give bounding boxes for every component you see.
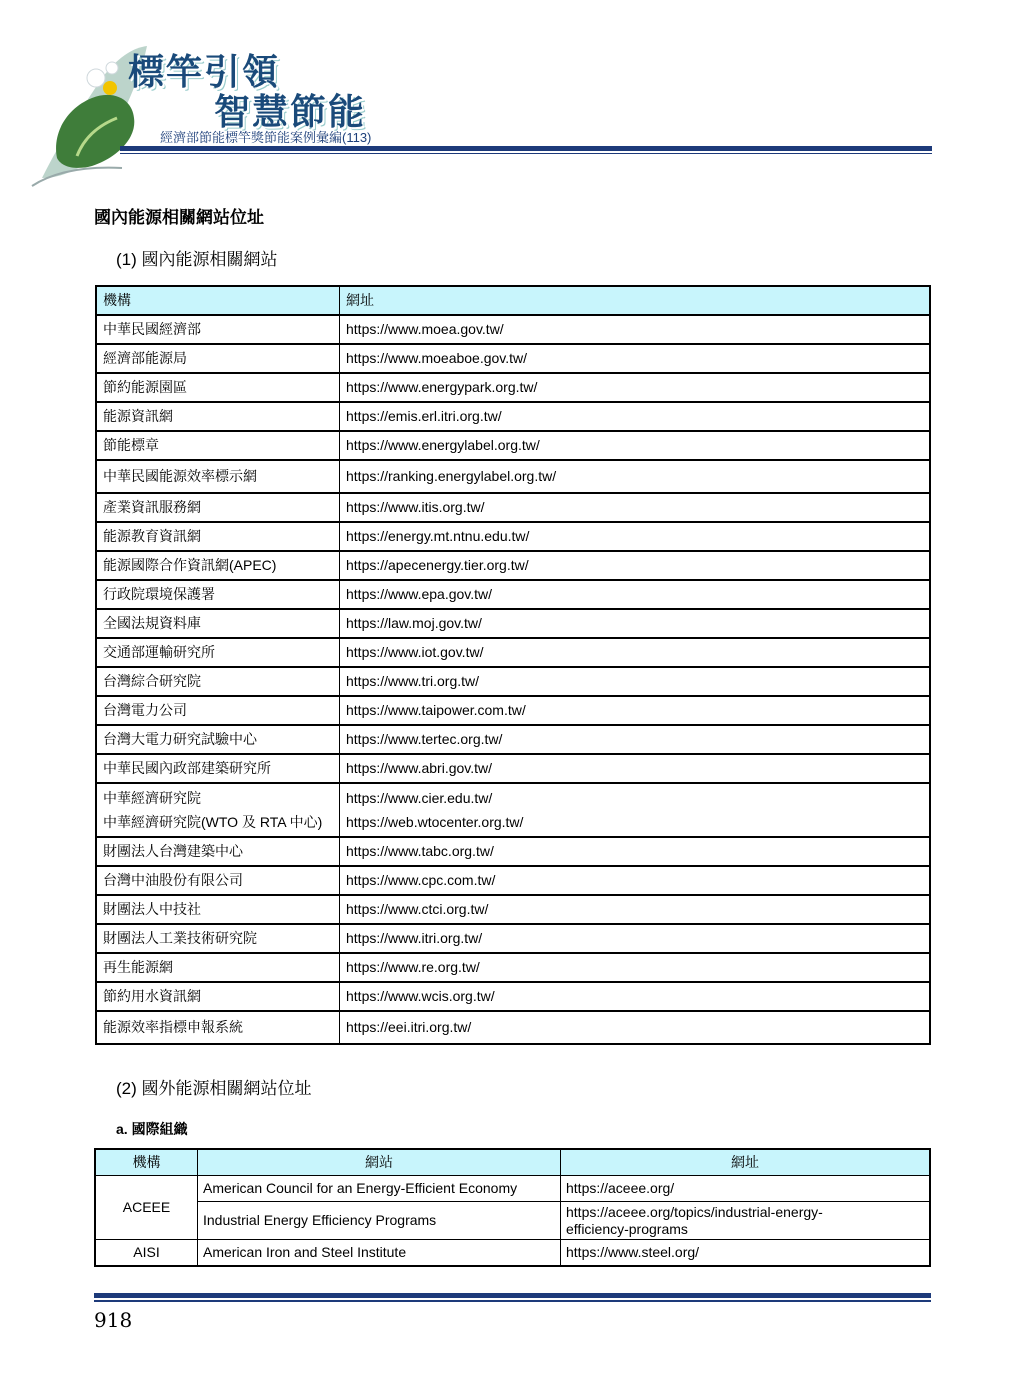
header-cell-url: 網址 [561, 1149, 931, 1176]
url-link[interactable]: https://eei.itri.org.tw/ [340, 1011, 931, 1044]
org-cell: 節約能源園區 [96, 373, 340, 402]
org-cell: 節能標章 [96, 431, 340, 460]
org-cell: 台灣綜合研究院 [96, 667, 340, 696]
url-link[interactable]: https://www.energylabel.org.tw/ [340, 431, 931, 460]
table-row [96, 551, 930, 580]
table-row [96, 725, 930, 754]
subsection-domestic: (1) 國內能源相關網站 [116, 250, 278, 269]
url-cell [340, 783, 931, 837]
url-link[interactable]: https://www.tri.org.tw/ [340, 667, 931, 696]
url-link[interactable]: https://apecenergy.tier.org.tw/ [340, 551, 931, 580]
url-link[interactable]: https://law.moj.gov.tw/ [340, 609, 931, 638]
footer-rule [94, 1293, 931, 1298]
org-cell: 財團法人台灣建築中心 [96, 837, 340, 866]
table-row [96, 460, 930, 493]
header-cell-org: 機構 [95, 1149, 198, 1176]
url-link[interactable]: https://aceee.org/topics/industrial-energy-efficiency-programs [561, 1202, 931, 1240]
url-link[interactable]: https://aceee.org/ [561, 1176, 931, 1202]
table-row [96, 866, 930, 895]
table-row [96, 638, 930, 667]
org-cell: 財團法人中技社 [96, 895, 340, 924]
url-link[interactable]: https://www.moeaboe.gov.tw/ [340, 344, 931, 373]
url-link[interactable]: https://www.itri.org.tw/ [340, 924, 931, 953]
org-name: 中華經濟研究院 [103, 790, 201, 806]
url-link[interactable]: https://emis.erl.itri.org.tw/ [340, 402, 931, 431]
subsection-foreign: (2) 國外能源相關網站位址 [116, 1079, 312, 1098]
url-link[interactable]: https://www.abri.gov.tw/ [340, 754, 931, 783]
org-cell: 中華民國經濟部 [96, 315, 340, 344]
org-cell: 台灣中油股份有限公司 [96, 866, 340, 895]
table-row [96, 696, 930, 725]
org-cell: 能源教育資訊網 [96, 522, 340, 551]
url-link[interactable]: https://www.cier.edu.tw/ [346, 790, 493, 806]
table-row [95, 1202, 930, 1240]
table-row [96, 895, 930, 924]
url-link[interactable]: https://www.cpc.com.tw/ [340, 866, 931, 895]
table-row [96, 953, 930, 982]
site-cell: American Council for an Energy-Efficient Economy [198, 1176, 561, 1202]
table-row [96, 344, 930, 373]
org-cell: 財團法人工業技術研究院 [96, 924, 340, 953]
url-link[interactable]: https://www.ctci.org.tw/ [340, 895, 931, 924]
table-row [96, 493, 930, 522]
org-cell: 台灣電力公司 [96, 696, 340, 725]
url-link[interactable]: https://www.iot.gov.tw/ [340, 638, 931, 667]
url-link[interactable]: https://www.tabc.org.tw/ [340, 837, 931, 866]
site-cell: Industrial Energy Efficiency Programs [198, 1202, 561, 1240]
header-cell-site: 網站 [198, 1149, 561, 1176]
table-row [96, 982, 930, 1011]
page-number: 918 [94, 1308, 133, 1332]
table-row [96, 315, 930, 344]
table-row [96, 1011, 930, 1044]
org-cell: 經濟部能源局 [96, 344, 340, 373]
org-name: 中華經濟研究院(WTO 及 RTA 中心) [103, 814, 323, 830]
site-cell: American Iron and Steel Institute [198, 1240, 561, 1267]
table-row [96, 609, 930, 638]
table-header-row [96, 286, 930, 315]
url-link[interactable]: https://www.re.org.tw/ [340, 953, 931, 982]
table-row [96, 667, 930, 696]
org-cell: 能源資訊網 [96, 402, 340, 431]
org-cell: 產業資訊服務網 [96, 493, 340, 522]
url-link[interactable]: https://www.steel.org/ [561, 1240, 931, 1267]
table-row [95, 1176, 930, 1202]
header-rule [120, 146, 932, 151]
table-row [96, 783, 930, 837]
org-cell: 交通部運輸研究所 [96, 638, 340, 667]
org-cell: 中華民國能源效率標示網 [96, 460, 340, 493]
banner-title-line2: 智慧節能 [214, 91, 367, 133]
table-row [95, 1240, 930, 1267]
org-cell: 全國法規資料庫 [96, 609, 340, 638]
table-row [96, 924, 930, 953]
url-link[interactable]: https://www.epa.gov.tw/ [340, 580, 931, 609]
section-title: 國內能源相關網站位址 [94, 208, 264, 227]
org-cell: AISI [95, 1240, 198, 1267]
header-cell-url: 網址 [340, 286, 931, 315]
org-cell: 行政院環境保護署 [96, 580, 340, 609]
org-cell: ACEEE [95, 1176, 198, 1240]
url-link[interactable]: https://energy.mt.ntnu.edu.tw/ [340, 522, 931, 551]
table-header-row [95, 1149, 930, 1176]
table-row [96, 373, 930, 402]
org-cell: 再生能源網 [96, 953, 340, 982]
url-link[interactable]: https://www.energypark.org.tw/ [340, 373, 931, 402]
header-rule-thin [120, 153, 932, 154]
url-link[interactable]: https://www.itis.org.tw/ [340, 493, 931, 522]
url-link[interactable]: https://web.wtocenter.org.tw/ [346, 814, 524, 830]
banner-title-line1: 標竿引領 [128, 51, 281, 93]
org-cell: 能源效率指標申報系統 [96, 1011, 340, 1044]
subsection-international-orgs: a. 國際組織 [116, 1121, 188, 1137]
org-cell: 能源國際合作資訊網(APEC) [96, 551, 340, 580]
url-link[interactable]: https://www.taipower.com.tw/ [340, 696, 931, 725]
table-row [96, 754, 930, 783]
table-row [96, 402, 930, 431]
url-link[interactable]: https://ranking.energylabel.org.tw/ [340, 460, 931, 493]
footer-rule-thin [94, 1300, 931, 1302]
table-row [96, 431, 930, 460]
url-link[interactable]: https://www.tertec.org.tw/ [340, 725, 931, 754]
table-row [96, 837, 930, 866]
org-cell: 中華民國內政部建築研究所 [96, 754, 340, 783]
url-link[interactable]: https://www.moea.gov.tw/ [340, 315, 931, 344]
international-orgs-table [94, 1148, 931, 1267]
url-link[interactable]: https://www.wcis.org.tw/ [340, 982, 931, 1011]
org-cell [96, 783, 340, 837]
header-banner [0, 0, 1024, 190]
table-row [96, 580, 930, 609]
domestic-sites-table [95, 285, 931, 1045]
table-row [96, 522, 930, 551]
org-cell: 節約用水資訊網 [96, 982, 340, 1011]
org-cell: 台灣大電力研究試驗中心 [96, 725, 340, 754]
banner-subtitle: 經濟部節能標竿獎節能案例彙編(113) [160, 130, 372, 145]
header-cell-org: 機構 [96, 286, 340, 315]
